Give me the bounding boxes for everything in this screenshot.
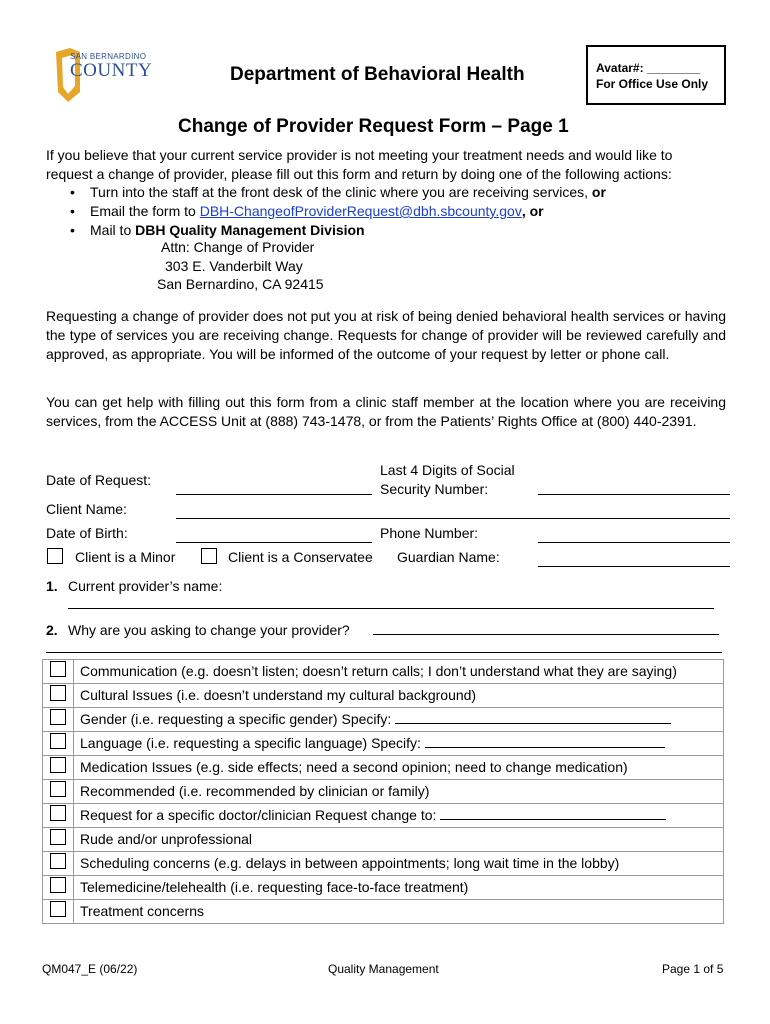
reason-checkbox-cell[interactable] — [43, 900, 74, 924]
reason-checkbox[interactable] — [50, 901, 66, 917]
reason-checkbox[interactable] — [50, 733, 66, 749]
phone-number-field[interactable] — [538, 542, 730, 543]
reason-checkbox[interactable] — [50, 709, 66, 725]
client-minor-checkbox[interactable] — [47, 548, 63, 564]
table-row — [43, 732, 724, 756]
reason-label: Language (i.e. requesting a specific language) Specify: — [80, 735, 421, 751]
reason-checkbox-cell[interactable] — [43, 852, 74, 876]
ssn-label-line1: Last 4 Digits of Social — [380, 462, 515, 478]
email-link[interactable]: DBH-ChangeofProviderRequest@dbh.sbcounty.gov — [199, 203, 522, 219]
address-attn: Attn: Change of Provider — [161, 239, 315, 255]
paragraph-help: You can get help with filling out this form from a clinic staff member at the location where you are receiving services, from the ACCESS Unit at (888) 743-1478, or from the Patients’ Rights Office at (800) 440-2391. — [46, 394, 726, 429]
reason-checkbox[interactable] — [50, 877, 66, 893]
or-text: , or — [521, 203, 544, 219]
paragraph-risk: Requesting a change of provider does not put you at risk of being denied behavioral health services or having the type of services you are receiving change. Requests for change of provider will be reviewed carefully and approved, as appropriate. You will be informed of the outcome of your request by letter or phone call. — [46, 308, 726, 362]
reason-checkbox-cell[interactable] — [43, 756, 74, 780]
bullet-front-desk — [90, 183, 606, 202]
table-row — [43, 852, 724, 876]
reason-checkbox[interactable] — [50, 757, 66, 773]
mail-division: DBH Quality Management Division — [135, 222, 365, 238]
footer-page-number: Page 1 of 5 — [662, 962, 724, 976]
reason-field-line-2[interactable] — [46, 652, 722, 653]
reason-label: Telemedicine/telehealth (i.e. requesting face-to-face treatment) — [74, 876, 724, 900]
table-row — [43, 780, 724, 804]
address-street: 303 E. Vanderbilt Way — [165, 258, 303, 274]
reason-label: Request for a specific doctor/clinician Request change to: — [80, 807, 437, 823]
client-name-label: Client Name: — [46, 501, 127, 517]
reason-checkbox-cell[interactable] — [43, 684, 74, 708]
table-row — [43, 684, 724, 708]
reason-checkbox[interactable] — [50, 781, 66, 797]
office-use-label: For Office Use Only — [596, 77, 709, 91]
reason-cell — [74, 732, 724, 756]
ssn-field[interactable] — [538, 494, 730, 495]
reason-cell — [74, 708, 724, 732]
table-row — [43, 660, 724, 684]
reason-checkbox-cell[interactable] — [43, 804, 74, 828]
bullet-icon: • — [70, 184, 75, 200]
client-conservatee-checkbox[interactable] — [201, 548, 217, 564]
reason-cell — [74, 804, 724, 828]
date-of-birth-field[interactable] — [176, 542, 372, 543]
reason-checkbox[interactable] — [50, 829, 66, 845]
guardian-name-label: Guardian Name: — [397, 549, 500, 565]
current-provider-field[interactable] — [68, 608, 714, 609]
date-of-request-field[interactable] — [176, 494, 372, 495]
client-name-field[interactable] — [176, 518, 730, 519]
question-2-number: 2. — [46, 622, 58, 638]
reason-checkbox-cell[interactable] — [43, 876, 74, 900]
reasons-table — [42, 659, 724, 924]
bullet-front-desk-text: Turn into the staff at the front desk of the clinic where you are receiving services, — [90, 184, 592, 200]
guardian-name-field[interactable] — [538, 566, 730, 567]
reason-checkbox-cell[interactable] — [43, 708, 74, 732]
reason-checkbox[interactable] — [50, 685, 66, 701]
phone-number-label: Phone Number: — [380, 525, 479, 541]
bullet-email-text: Email the form to — [90, 203, 200, 219]
department-title: Department of Behavioral Health — [230, 64, 525, 85]
bullet-email — [90, 202, 544, 221]
language-specify-field[interactable] — [425, 734, 665, 748]
avatar-field: Avatar#: ________ — [596, 61, 701, 75]
date-of-birth-label: Date of Birth: — [46, 525, 128, 541]
table-row — [43, 876, 724, 900]
footer-center: Quality Management — [328, 962, 439, 976]
reason-label: Gender (i.e. requesting a specific gender) Specify: — [80, 711, 392, 727]
footer-form-code: QM047_E (06/22) — [42, 962, 138, 976]
bullet-icon: • — [70, 222, 75, 238]
table-row — [43, 804, 724, 828]
logo-bottom-text: COUNTY — [70, 60, 153, 81]
reason-label: Recommended (i.e. recommended by clinician or family) — [74, 780, 724, 804]
ssn-label-line2: Security Number: — [380, 481, 489, 497]
reason-checkbox[interactable] — [50, 853, 66, 869]
question-1-number: 1. — [46, 578, 58, 594]
bullet-mail-text: Mail to — [90, 222, 136, 238]
gender-specify-field[interactable] — [395, 710, 671, 724]
reason-label: Scheduling concerns (e.g. delays in between appointments; long wait time in the lobby) — [74, 852, 724, 876]
reason-label: Medication Issues (e.g. side effects; need a second opinion; need to change medication) — [74, 756, 724, 780]
reason-field[interactable] — [373, 634, 719, 635]
client-conservatee-label: Client is a Conservatee — [228, 549, 373, 565]
intro-line-1: If you believe that your current service provider is not meeting your treatment needs and would like to — [46, 147, 673, 163]
form-title: Change of Provider Request Form – Page 1 — [178, 116, 569, 137]
table-row — [43, 900, 724, 924]
reason-checkbox-cell[interactable] — [43, 660, 74, 684]
reason-label: Treatment concerns — [74, 900, 724, 924]
reason-checkbox-cell[interactable] — [43, 780, 74, 804]
reason-label: Rude and/or unprofessional — [74, 828, 724, 852]
logo-top-text: SAN BERNARDINO — [70, 52, 147, 61]
table-row — [43, 756, 724, 780]
question-2-text: Why are you asking to change your provider? — [68, 622, 350, 638]
date-of-request-label: Date of Request: — [46, 472, 152, 488]
question-1-text: Current provider’s name: — [68, 578, 223, 594]
address-city: San Bernardino, CA 92415 — [157, 276, 324, 292]
bullet-icon: • — [70, 203, 75, 219]
table-row — [43, 708, 724, 732]
reason-label: Cultural Issues (i.e. doesn’t understand my cultural background) — [74, 684, 724, 708]
reason-checkbox[interactable] — [50, 805, 66, 821]
request-change-field[interactable] — [440, 806, 666, 820]
or-text: or — [591, 184, 606, 200]
office-use-box — [586, 45, 726, 105]
reason-checkbox[interactable] — [50, 661, 66, 677]
reason-label: Communication (e.g. doesn’t listen; doesn’t return calls; I don’t understand what they are saying) — [74, 660, 724, 684]
client-minor-label: Client is a Minor — [75, 549, 176, 565]
table-row — [43, 828, 724, 852]
intro-line-2: request a change of provider, please fill out this form and return by doing one of the following actions: — [46, 166, 672, 182]
reason-checkbox-cell[interactable] — [43, 732, 74, 756]
county-logo — [50, 46, 153, 104]
reason-checkbox-cell[interactable] — [43, 828, 74, 852]
